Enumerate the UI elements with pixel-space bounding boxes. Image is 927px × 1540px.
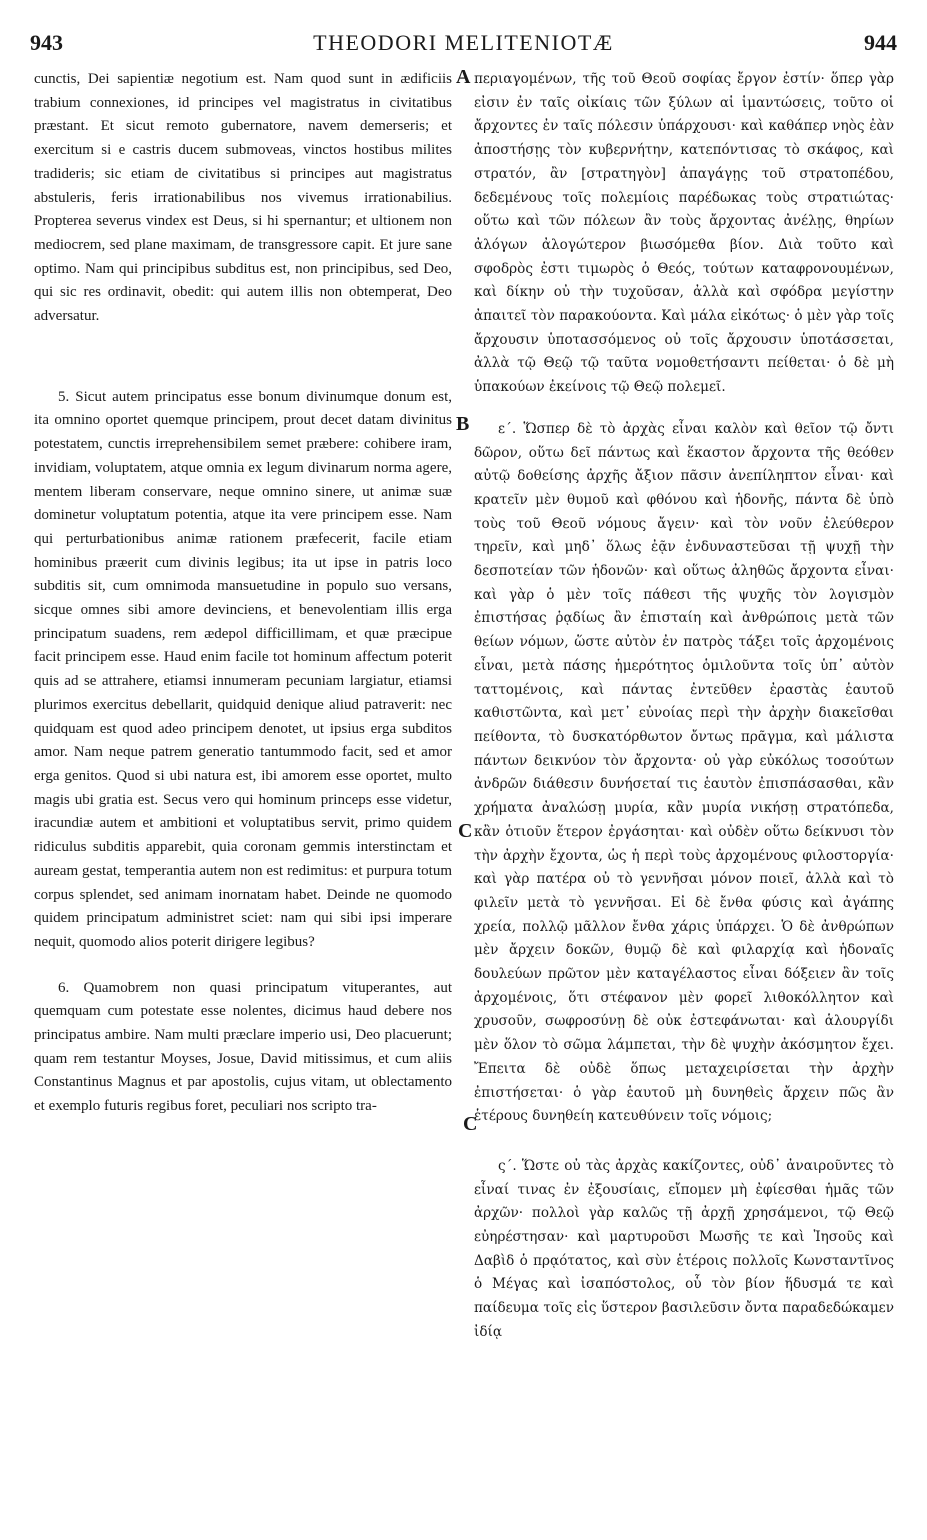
margin-marker-a: A bbox=[456, 66, 471, 88]
greek-section-6: ς΄. Ὥστε οὐ τὰς ἀρχὰς κακίζοντες, οὐδ᾽ ἀναιροῦντες τὸ εἶναί τινας ἐν ἐξουσίαις, εἴπομεν μὴ ἐφίεσθαι ἡμᾶς τῶν ἀρχῶν· πολλοὶ γὰρ καλῶς τῇ ἀρχῇ χρησάμενοι, τῷ Θεῷ εὐηρέστησαν· καὶ μαρτυροῦσι Μωσῆς τε καὶ Ἰησοῦς καὶ Δαβὶδ ὁ πρᾳότατος, καὶ σὺν ἑτέροις πολλοῖς Κωνσταντῖνος ὁ Μέγας καὶ ἰσαπόστολος, οὗ τὸν βίον ἥδυσμά τε καὶ παίδευμα τοῖς εἰς ὕστερον βασιλεῦσιν ὄντα παραδεδώκαμεν ἰδίᾳ bbox=[474, 1157, 894, 1340]
greek-column bbox=[474, 68, 894, 1345]
page-number-left: 943 bbox=[30, 30, 63, 55]
greek-section-5: ε΄. Ὥσπερ δὲ τὸ ἀρχὰς εἶναι καλὸν καὶ θεῖον τῷ ὄντι δῶρον, οὕτω δεῖ πάντως καὶ ἕκαστον ἄρχοντα τῆς θεόθεν αὐτῷ δοθείσης ἀρχῆς ἄξιον πᾶσιν ἀνεπίληπτον εἶναι· καὶ κρατεῖν μὲν θυμοῦ καὶ φθόνου καὶ ἡδονῆς, πάντα δὲ ὑπὸ τοὺς τοῦ Θεοῦ νόμους ἄγειν· καὶ τὸν νοῦν ἐλεύθερον τηρεῖν, καὶ μηδ᾽ ὅλως ἐᾷν ἐνδυναστεῦσαι τῇ ψυχῇ τὴν δεσποτείαν τῶν ἡδονῶν· καὶ οὕτως ἀληθῶς ἄρχοντα εἶναι· καὶ γὰρ ὁ μὲν τοῖς πάθεσι τῆς ψυχῆς τὸν λογισμὸν ἐπιστήσας ῥᾳδίως ἂν ἐπισταίη καὶ ἀνθρώποις μετὰ τῶν θείων νόμων, ὥστε αὐτὸν ἐν πατρὸς τάξει τοῖς ἀρχομένοις εἶναι, μετὰ πάσης ἡμερότητος ὁμιλοῦντα τοῖς ὑπ᾽ αὐτὸν ταττομένοις, καὶ πάντας ἐντεῦθεν ἐραστὰς ἑαυτοῦ καθιστῶντα, καὶ μετ᾽ εὐνοίας περὶ τὴν ἀρχὴν διακεῖσθαι πείθοντα, τὸ δυσκατόρθωτον ὄντως πρᾶγμα, καὶ μάλιστα πάντων δεικνύον τὸν ἄρχοντα· οὐ γὰρ εὐκόλως τοσούτων ἀνδρῶν διάθεσιν δυνήσεταί τις ἑαυτὸν ἐπισπάσασθαι, κἂν χρήματα ἀναλώσῃ μυρία, κἂν μυρία νικήσῃ στρατόπεδα, κἂν ὁτιοῦν ἕτερον ἐργάσηται· καὶ οὐδὲν οὕτω δείκνυσι τὸν τὴν ἀρχὴν ἔχοντα, ὡς ἡ περὶ τοὺς ἀρχομένους φιλοστοργία· καὶ γὰρ πατέρα οὐ τὸ γεννῆσαι μόνον ποιεῖ, ἀλλὰ καὶ τὸ φιλεῖν μετὰ τὸ γεννῆσαι. Εἰ δὲ ἔνθα φύσις καὶ ἀγάπης χρεία, πολλῷ μᾶλλον ἔνθα χάρις ὑπάρχει. Ὁ δὲ ἀνθρώπων μὲν ἄρχειν δοκῶν, θυμῷ δὲ καὶ φιλαρχίᾳ καὶ ἡδοναῖς δουλεύων πρῶτον μὲν καταγέλαστος εἶναι δόξειεν ἂν τοῖς ἀρχομένοις, ὅτι στέφανον μὲν φορεῖ λιθοκόλλητον καὶ χρυσοῦν, σωφροσύνῃ δὲ οὐκ ἐστεφάνωται· καὶ ἁλουργίδι μὲν ὅλον τὸ σῶμα λάμπεται, τὴν δὲ ψυχὴν ἀκόσμητον ἔχει. Ἔπειτα δὲ οὐδὲ ὅπως μεταχειρίσεται τὴν ἀρχὴν ἐπιστήσεται· ὁ γὰρ ἑαυτοῦ μὴ δυνηθεὶς ἄρχειν πῶς ἂν ἑτέρους δυνηθείη κατευθύνειν τοῖς νόμοις; bbox=[474, 420, 894, 1125]
greek-paragraph-continued: περιαγομένων, τῆς τοῦ Θεοῦ σοφίας ἔργον ἐστίν· ὅπερ γὰρ εἰσιν ἐν ταῖς οἰκίαις τῶν ξύλων αἱ ἱμαντώσεις, τοῦτο οἱ ἄρχοντες ἐν ταῖς πόλεσιν ὑπάρχουσι· καὶ καθάπερ νηὸς ἐὰν ἀποστήσῃς τὸν κυβερνήτην, κατεπόντισας τὸ σκάφος, καὶ στρατόν, ἂν [στρατηγὸν] ἀπαγάγῃς τοῦ στρατοπέδου, δεδεμένους τοῖς πολεμίοις παρέδωκας τοὺς στρατιώτας· οὕτω καὶ τῶν πόλεων ἂν τοὺς ἄρχοντας ἀνέλῃς, θηρίων ἀλόγων ἀλογώτερον βιωσόμεθα βίον. Διὰ τοῦτο καὶ σφοδρὸς ἐστι τιμωρὸς ὁ Θεός, τούτων καταφρονουμένων, καὶ δίκην οὐ τὴν τυχοῦσαν, ἀλλὰ καὶ σφόδρα μεγίστην ἀπαιτεῖ τὸν παρακούοντα. Καὶ μάλα εἰκότως· ὁ μὲν γὰρ τοῖς ἄρχουσιν ὑποτασσόμενος οὐ τοῖς ἄρχουσιν ὑποτάσσεται, ἀλλὰ τῷ Θεῷ τῷ ταῦτα νομοθετήσαντι πείθεται· ὁ δὲ μὴ ὑπακούων ἐκείνοις τῷ Θεῷ πολεμεῖ. bbox=[474, 71, 894, 396]
running-title: THEODORI MELITENIOTÆ bbox=[313, 30, 614, 55]
margin-marker-c: C bbox=[458, 820, 473, 842]
page-number-right: 944 bbox=[864, 30, 897, 55]
page-header bbox=[30, 30, 897, 62]
latin-section-6: 6. Quamobrem non quasi principatum vituperantes, aut quemquam cum potestate esse nolentes, dicimus haud debere nos principatus ambire. Nam multi præclare imperio usi, Deo placuerunt; quam rem testantur Moyses, Josue, David mitissimus, et cum aliis Constantinus Magnus et par apostolis, cujus vitam, ut oblectamento et exemplo futuris regibus foret, peculiari nos scripto tra- bbox=[34, 979, 452, 1115]
latin-section-5: 5. Sicut autem principatus esse bonum divinumque donum est, ita omnino oportet quemque principem, prout decet datam divinitus potestatem, cunctis irreprehensibilem semet præbere: cohibere iram, invidiam, voluptatem, atque omnia ex legum divinarum norma agere, mentem liberam conservare, neque omnino sinere, ut animæ suæ dominetur voluptatum potentia, atque ita vere principem esse. Nam qui perturbationibus animæ rationem præfecerit, facile etiam hominibus præerit cum divinis legibus; ita ut ipse in patris loco subditis sit, cum omnimoda mansuetudine in populo suo versans, sicque omnes sibi amore devinciens, et benevolentiam illis erga principatum suadens, rem ædepol difficillimam, et quæ præcipue facit principem esse. Haud enim facile tot hominum affectum poterit quis ad se attrahere, etiamsi innumeram pecuniam largiatur, etiamsi plurimos exercitus debellarit, quidquid denique aliud patraverit: nec quidquam est quod adeo principem denotet, ut ipsius erga subditos amor. Nam neque patrem generatio tantummodo facit, sed et amor erga genitos. Quod si ubi natura est, ibi amorem esse oportet, multo magis ubi gratia est. Secus vero qui hominum princeps esse videtur, iracundiæ autem et ambitioni et voluptatibus servit, primo quidem ridiculus subditis apparebit, quia coronam gemmis interstinctam et auream gestat, temperantia autem non est redimitus: et purpura totum corpus splendet, sed animam inornatam habet. Deinde ne quomodo quidem principatum administret sciet: nam qui sibi ipsi imperare nequit, quomodo alios poterit dirigere legibus? bbox=[34, 388, 452, 950]
latin-paragraph-continued: cunctis, Dei sapientiæ negotium est. Nam quod sunt in ædificiis trabium connexiones, id principes vel magistratus in civitatibus præstant. Et sicut remoto gubernatore, navem demerseris; et exercitum si e castris ducem submoveas, vinctos hostibus milites tradideris; sic etiam de civitatibus si principes aut magistratus abstuleris, feris irrationabilibus nos vivemus irrationabilius. Propterea severus vindex est Deus, si hi spernantur; et ultionem non mediocrem, sed plane maximam, de transgressore capit. Et jure sane optimo. Nam qui principibus subditus est, non principibus, sed Deo, qui sic res ordinavit, obedit: qui autem illis non obtemperat, Deo adversatur. bbox=[34, 71, 452, 325]
latin-column bbox=[34, 68, 452, 1119]
margin-marker-b: B bbox=[456, 413, 470, 435]
margin-marker-c-second: C bbox=[463, 1113, 478, 1135]
